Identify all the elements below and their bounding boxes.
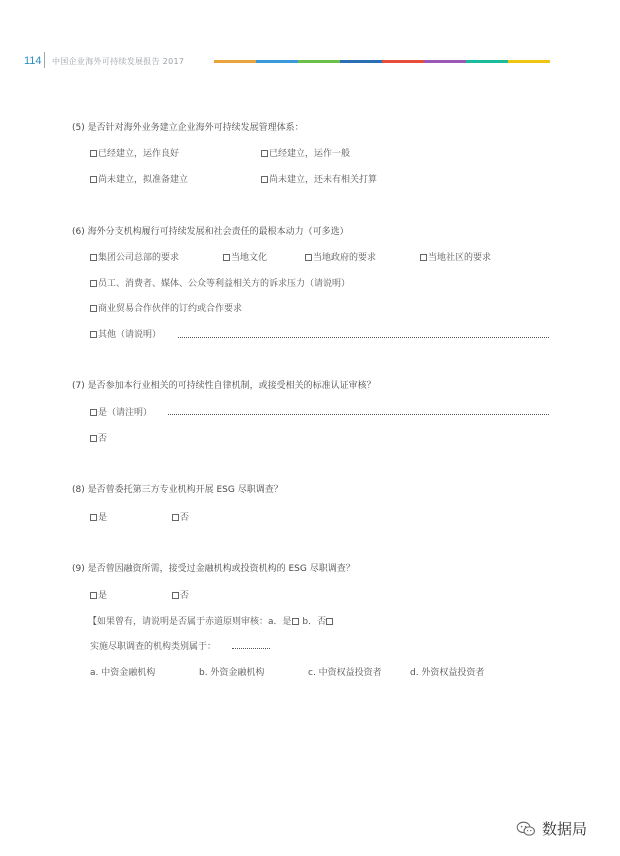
equator-no-checkbox[interactable]	[326, 618, 333, 625]
q9-category-c: c. 中资权益投资者	[308, 668, 382, 678]
checkbox[interactable]	[90, 305, 97, 312]
header-bar-segment	[340, 60, 382, 63]
checkbox[interactable]	[90, 254, 97, 261]
watermark-text: 数据局	[542, 820, 588, 838]
header-color-bar	[214, 60, 550, 63]
checkbox[interactable]	[90, 409, 97, 416]
q6-option-4[interactable]: 当地社区的要求	[420, 250, 491, 263]
checkbox[interactable]	[90, 331, 97, 338]
q6-option-7[interactable]: 其他（请说明）	[90, 327, 161, 340]
checkbox[interactable]	[90, 514, 97, 521]
q9-category-b: b. 外资金融机构	[199, 668, 265, 678]
q7-note-fill-line[interactable]	[168, 414, 549, 415]
q6-option-5[interactable]: 员工、消费者、媒体、公众等利益相关方的诉求压力（请说明）	[90, 276, 350, 289]
header-bar-segment	[214, 60, 256, 63]
checkbox[interactable]	[261, 176, 268, 183]
q6-option-1[interactable]: 集团公司总部的要求	[90, 250, 179, 263]
q9-category-fill-line[interactable]	[232, 648, 270, 649]
q5-option-2[interactable]: 已经建立，运作一般	[261, 146, 350, 159]
header-bar-segment	[424, 60, 466, 63]
q9-option-yes[interactable]: 是	[90, 588, 107, 601]
question-6: (6) 海外分支机构履行可持续发展和社会责任的最根本动力（可多选）	[72, 227, 349, 237]
q9-category-prompt: 实施尽职调查的机构类别属于：	[90, 642, 217, 652]
q5-option-4[interactable]: 尚未建立，还未有相关打算	[261, 172, 377, 185]
header-bar-segment	[256, 60, 298, 63]
checkbox[interactable]	[420, 254, 427, 261]
q9-category-d: d. 外资权益投资者	[410, 668, 485, 678]
checkbox[interactable]	[172, 592, 179, 599]
checkbox[interactable]	[172, 514, 179, 521]
question-8: (8) 是否曾委托第三方专业机构开展 ESG 尽职调查？	[72, 485, 283, 495]
header-bar-segment	[298, 60, 340, 63]
page-number: 114	[24, 55, 42, 67]
q8-option-yes[interactable]: 是	[90, 510, 107, 523]
question-7: (7) 是否参加本行业相关的可持续性自律机制，或接受相关的标准认证审核？	[72, 381, 376, 391]
q6-other-fill-line[interactable]	[178, 337, 549, 338]
checkbox[interactable]	[90, 592, 97, 599]
checkbox[interactable]	[90, 435, 97, 442]
checkbox[interactable]	[90, 280, 97, 287]
checkbox[interactable]	[90, 176, 97, 183]
header-bar-segment	[508, 60, 550, 63]
q5-option-1[interactable]: 已经建立，运作良好	[90, 146, 179, 159]
watermark	[516, 818, 587, 839]
checkbox[interactable]	[90, 150, 97, 157]
q6-option-2[interactable]: 当地文化	[223, 250, 267, 263]
q9-category-a: a. 中资金融机构	[90, 668, 156, 678]
q8-option-no[interactable]: 否	[172, 510, 189, 523]
question-9: (9) 是否曾因融资所需，接受过金融机构或投资机构的 ESG 尽职调查？	[72, 564, 355, 574]
report-title: 中国企业海外可持续发展报告 2017	[52, 57, 185, 66]
checkbox[interactable]	[305, 254, 312, 261]
q7-option-yes[interactable]: 是（请注明）	[90, 405, 152, 418]
checkbox[interactable]	[223, 254, 230, 261]
q5-option-3[interactable]: 尚未建立，拟准备建立	[90, 172, 188, 185]
checkbox[interactable]	[261, 150, 268, 157]
equator-yes-checkbox[interactable]	[292, 618, 299, 625]
q9-equator-principles-line: 【如果曾有，请说明是否属于赤道原则审核：a．是 b．否	[88, 614, 334, 627]
wechat-icon	[516, 821, 536, 837]
q7-option-no[interactable]: 否	[90, 431, 107, 444]
header-divider	[44, 52, 45, 68]
q9-option-no[interactable]: 否	[172, 588, 189, 601]
header-bar-segment	[382, 60, 424, 63]
q6-option-3[interactable]: 当地政府的要求	[305, 250, 376, 263]
header-bar-segment	[466, 60, 508, 63]
q6-option-6[interactable]: 商业贸易合作伙伴的订约或合作要求	[90, 301, 242, 314]
question-5: (5) 是否针对海外业务建立企业海外可持续发展管理体系：	[72, 123, 304, 133]
